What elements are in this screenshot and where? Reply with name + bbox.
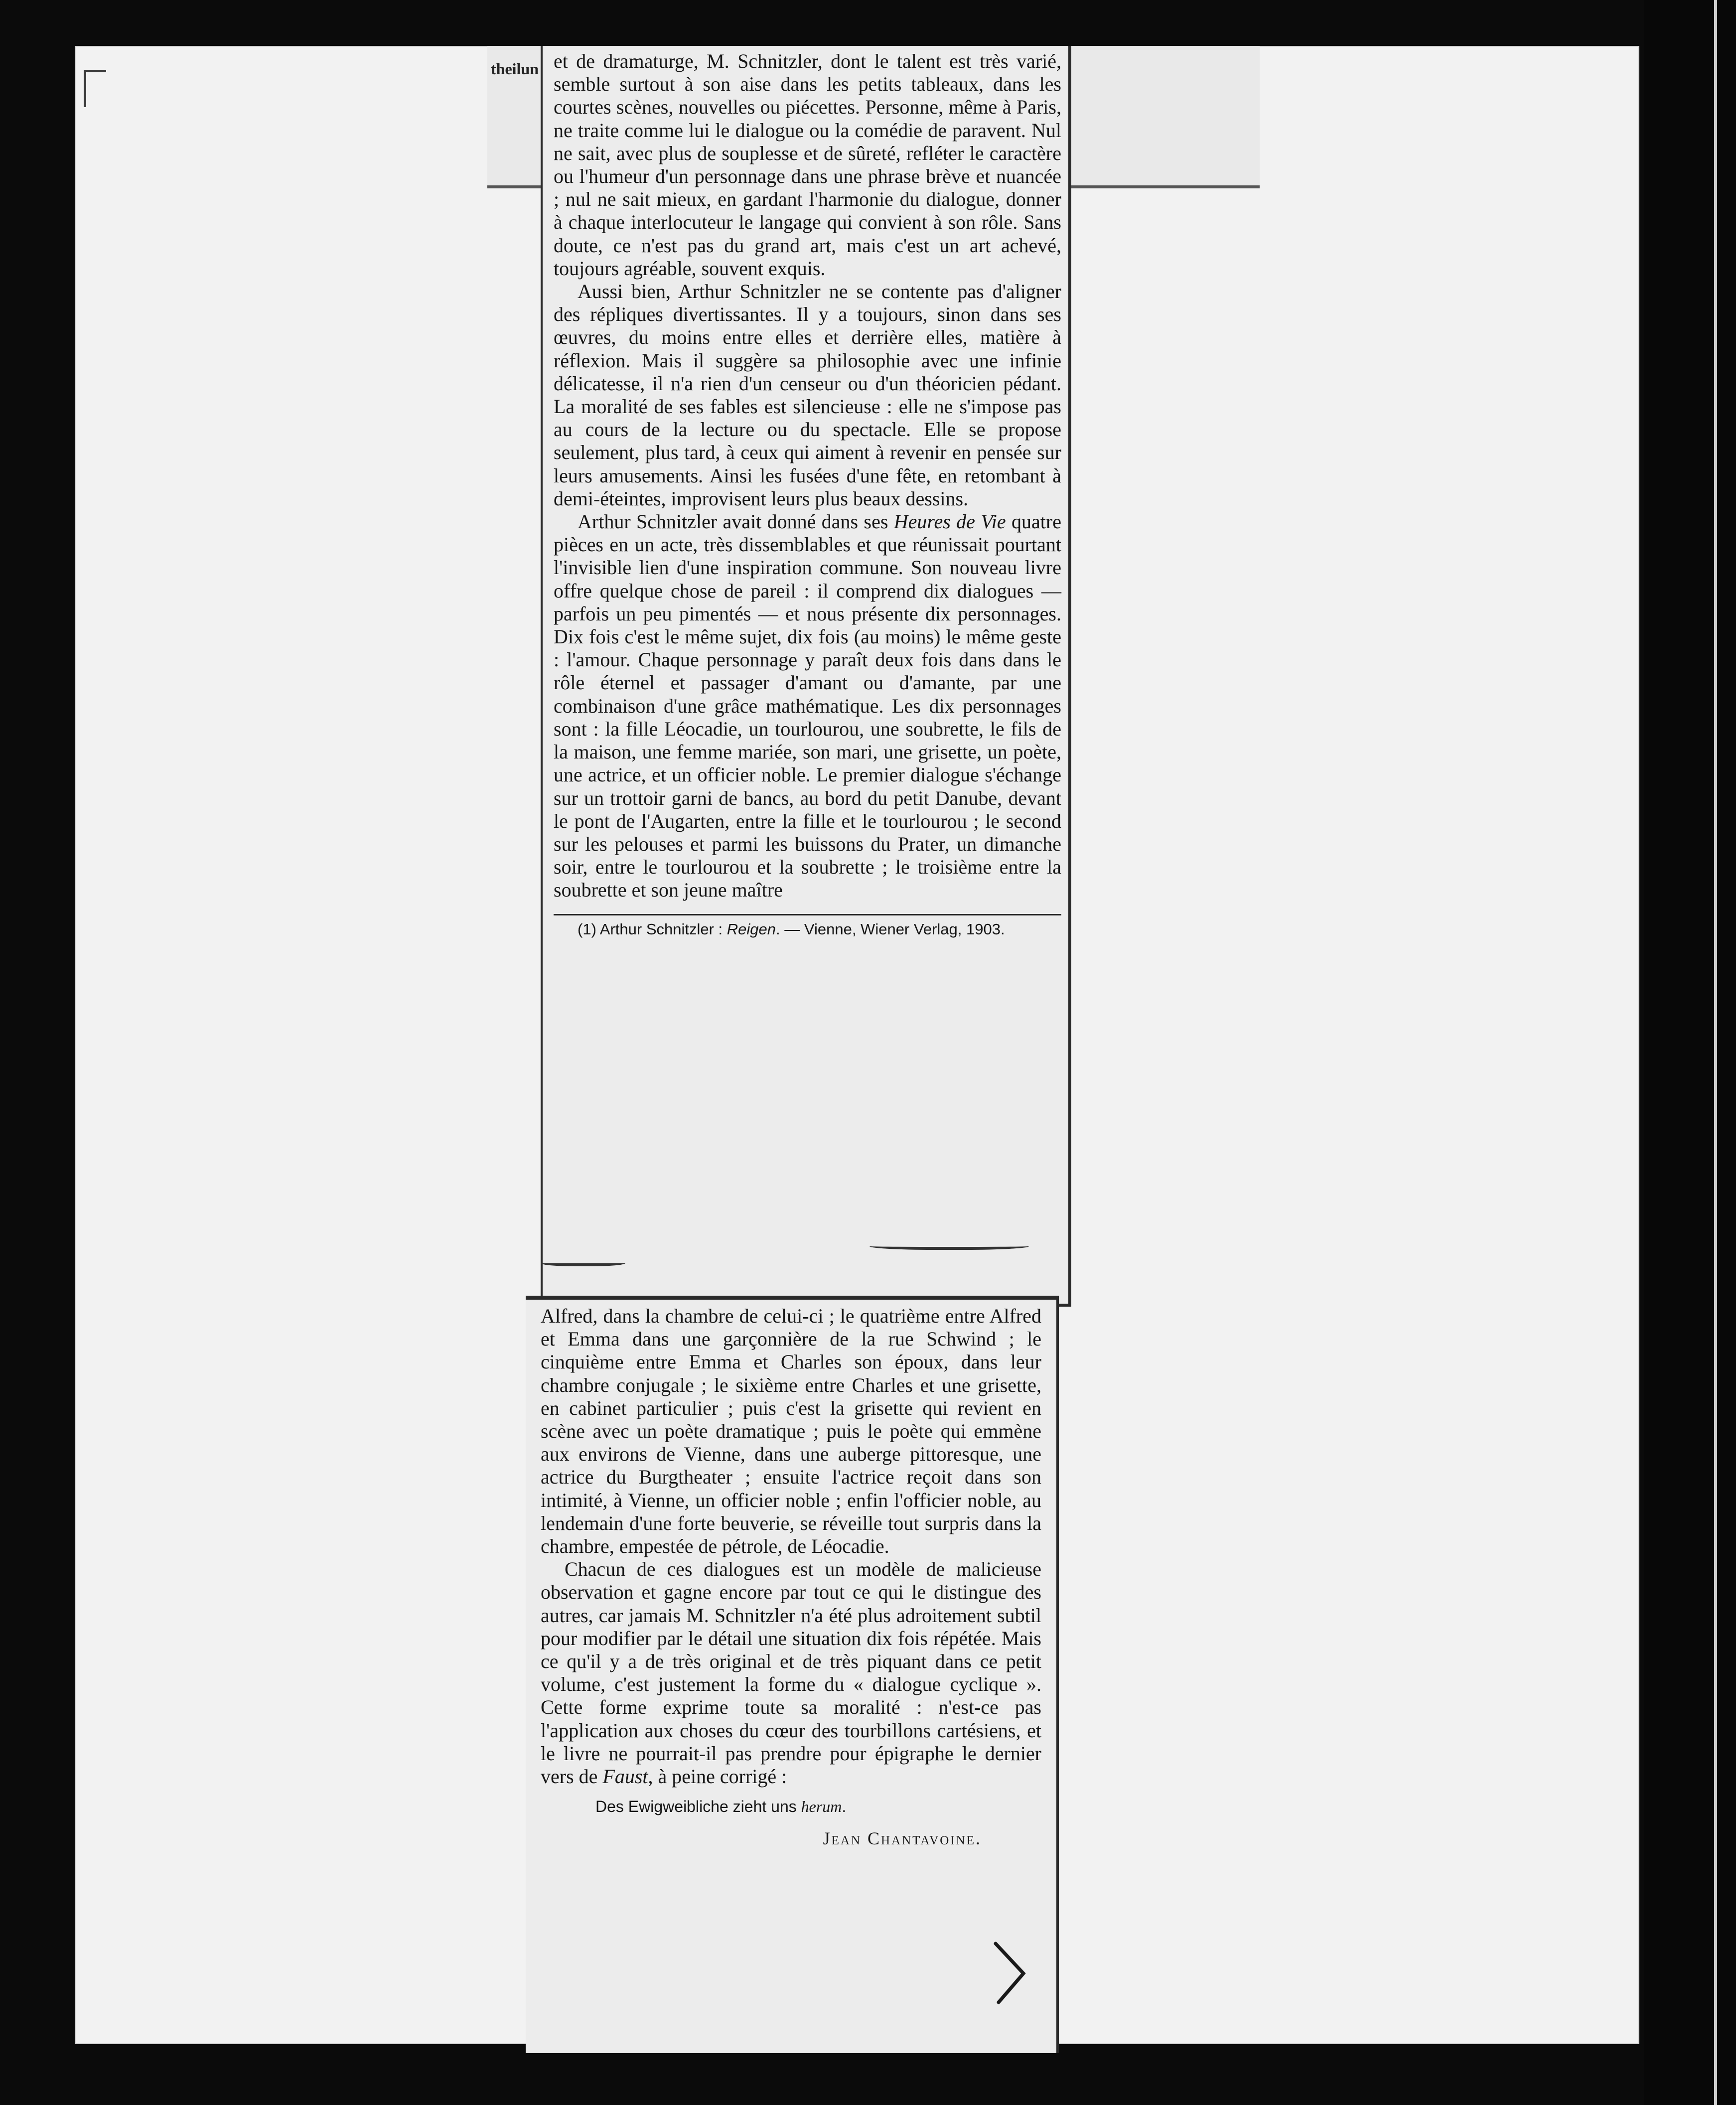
footnote-divider [554,914,1061,915]
corner-bracket-mark [84,70,106,107]
handwritten-underline-mark-left [541,1258,625,1266]
paragraph-reigen-description: Arthur Schnitzler avait donné dans ses Heures de Vie quatre pièces en un acte, très dissemblables et que réunissait pourtant l'invisible lien d'une inspiration commune. Son nouveau livre offre quelque chose de pareil : il comprend dix dialogues — parfois un peu pimentés — et nous présente dix personnages. Dix fois c'est le même sujet, dix fois (au moins) le même geste : l'amour. Chaque personnage y paraît deux fois dans dans le rôle éternel et passager d'amant ou d'amante, par une combinaison d'une grâce mathématique. Les dix personnages sont : la fille Léocadie, un tourlourou, une soubrette, le fils de la maison, une femme mariée, son mari, une grisette, un poète, une actrice, et un officier noble. Le premier dialogue s'échange sur un trottoir garni de bancs, au bord du petit Danube, devant le pont de l'Augarten, entre la fille et le tourlourou ; le second sur les pelouses et parmi les buissons du Prater, un dimanche soir, entre le tourlourou et la soubrette ; le troisième entre la soubrette et son jeune maître [554,510,1061,902]
epigraph-quote: Des Ewigweibliche zieht uns herum. [595,1798,847,1816]
author-signature: Jean Chantavoine. [823,1828,982,1849]
scan-dark-border [1644,0,1736,2105]
paragraph-intro: et de dramaturge, M. Schnitzler, dont le talent est très varié, semble surtout à son aise dans les petits tableaux, dans les courtes scènes, nouvelles ou piécettes. Personne, même à Paris, ne traite comme lui le dialogue ou la comédie de paravent. Nul ne sait, avec plus de souplesse et de sûreté, refléter le caractère ou l'humeur d'un personnage dans une phrase brève et nuancée ; nul ne sait mieux, en gardant l'harmonie du dialogue, donner à chaque interlocuteur le langage qui convient à son rôle. Sans doute, ce n'est pas du grand art, mais c'est un art achevé, toujours agréable, souvent exquis. [554,50,1061,280]
paragraph-philosophy: Aussi bien, Arthur Schnitzler ne se contente pas d'aligner des répliques divertissantes. Il y a toujours, sinon dans ses œuvres, du moins entre elles et derrière elles, matière à réflexion. Mais il suggère sa philosophie avec une infinie délicatesse, il n'a rien d'un censeur ou d'un théoricien pédant. La moralité de ses fables est silencieuse : elle ne s'impose pas au cours de la lecture ou du spectacle. Elle se propose seulement, plus tard, à ceux qui aiment à revenir en pensée sur leurs amusements. Ainsi les fusées d'une fête, en retombant à demi-éteintes, improvisent leurs plus beaux dessins. [554,280,1061,510]
handwritten-underline-mark [869,1241,1029,1250]
scan-edge-line [1714,0,1717,2105]
footnote: (1) Arthur Schnitzler : Reigen. — Vienne, Wiener Verlag, 1903. [578,920,1005,938]
book-title-reigen: Reigen [726,920,776,938]
newspaper-clipping-column-2 [526,1296,1059,2053]
paragraph-dialogue-sequence: Alfred, dans la chambre de celui-ci ; le quatrième entre Alfred et Emma dans une garçonnière de la rue Schwind ; le cinquième entre Emma et Charles son époux, dans leur chambre conjugale ; le sixième entre Charles et une grisette, en cabinet particulier ; puis c'est la grisette qui revient en scène avec un poète dramatique ; puis le poète qui emmène aux environs de Vienne, dans une auberge pittoresque, une actrice du Burgtheater ; ensuite l'actrice reçoit dans son intimité, à Vienne, un officier noble ; enfin l'officier noble, au lendemain d'une forte beuverie, se réveille tout surpris dans la chambre, empestée de pétrole, de Léocadie. [541,1305,1041,1558]
paragraph-cyclic-dialogue: Chacun de ces dialogues est un modèle de malicieuse observation et gagne encore par tout ce qui le distingue des autres, car jamais M. Schnitzler n'a été plus adroitement subtil pour modifier par le détail une situation dix fois répétée. Mais ce qu'il y a de très original et de très piquant dans ce petit volume, c'est justement la forme du « dialogue cyclique ». Cette forme exprime toute sa moralité : n'est-ce pas l'application aux choses du cœur des tourbillons cartésiens, et le livre ne pourrait-il pas prendre pour épigraphe le dernier vers de Faust, à peine corrigé : [541,1558,1041,1788]
adjacent-column-fragment: theilun [491,60,539,78]
handwritten-chevron-mark [992,1939,1031,2008]
book-title-heures-de-vie: Heures de Vie [893,510,1006,533]
work-title-faust: Faust [602,1765,648,1788]
newspaper-clipping-column-1 [541,46,1071,1307]
